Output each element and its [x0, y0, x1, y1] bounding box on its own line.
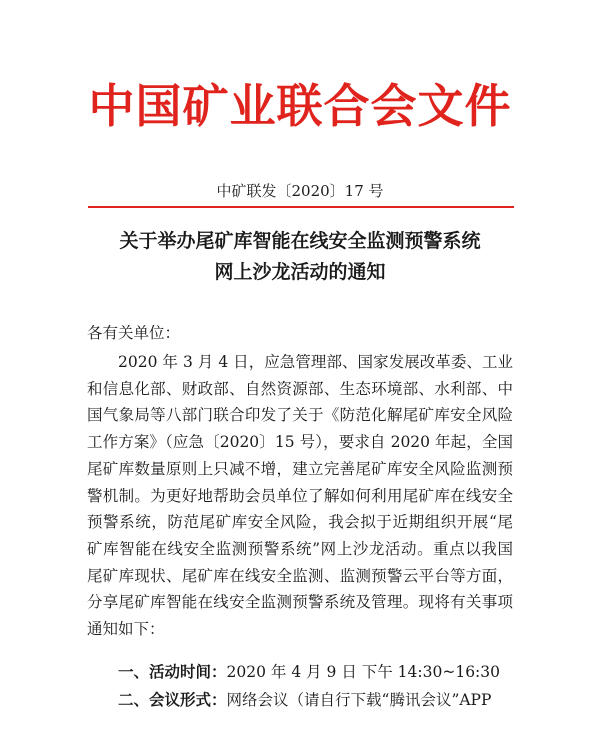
body-paragraph: 2020 年 3 月 4 日，应急管理部、国家发展改革委、工业和信息化部、财政部、自然资源部、生态环境部、水利部、中国气象局等八部门联合印发了关于《防范化解尾矿库安全风险工作方案》（应急〔2020〕15 号），要求自 2020 年起，全国尾矿库数量原则上只减不增，建立完善尾矿库安全风险监测预警机制。为更好地帮助会员单位了解如何利用尾矿库在线安全预警系统，防范尾矿库安全风险，我会拟于近期组织开展“尾矿库智能在线安全监测预警系统”网上沙龙活动。重点以我国尾矿库现状、尾矿库在线安全监测、监测预警云平台等方面，分享尾矿库智能在线安全监测预警系统及管理。现将有关事项通知如下： [87, 353, 513, 639]
salutation: 各有关单位： [87, 324, 181, 342]
item-label: 二、会议形式： [118, 690, 227, 709]
notice-title-line-2: 网上沙龙活动的通知 [214, 261, 386, 283]
list-item-activity-time [87, 659, 527, 685]
item-label: 一、活动时间： [118, 662, 227, 681]
item-value: 网络会议（请自行下载“腾讯会议”APP [226, 691, 492, 709]
item-value: 2020 年 4 月 9 日 下午 14:30~16:30 [226, 663, 500, 681]
document-header-title: 中国矿业联合会文件 [88, 79, 512, 133]
document-number: 中矿联发〔2020〕17 号 [216, 182, 384, 200]
header-red-divider [88, 206, 514, 208]
list-item-meeting-format [87, 687, 527, 713]
notice-title-line-1: 关于举办尾矿库智能在线安全监测预警系统 [119, 230, 481, 252]
